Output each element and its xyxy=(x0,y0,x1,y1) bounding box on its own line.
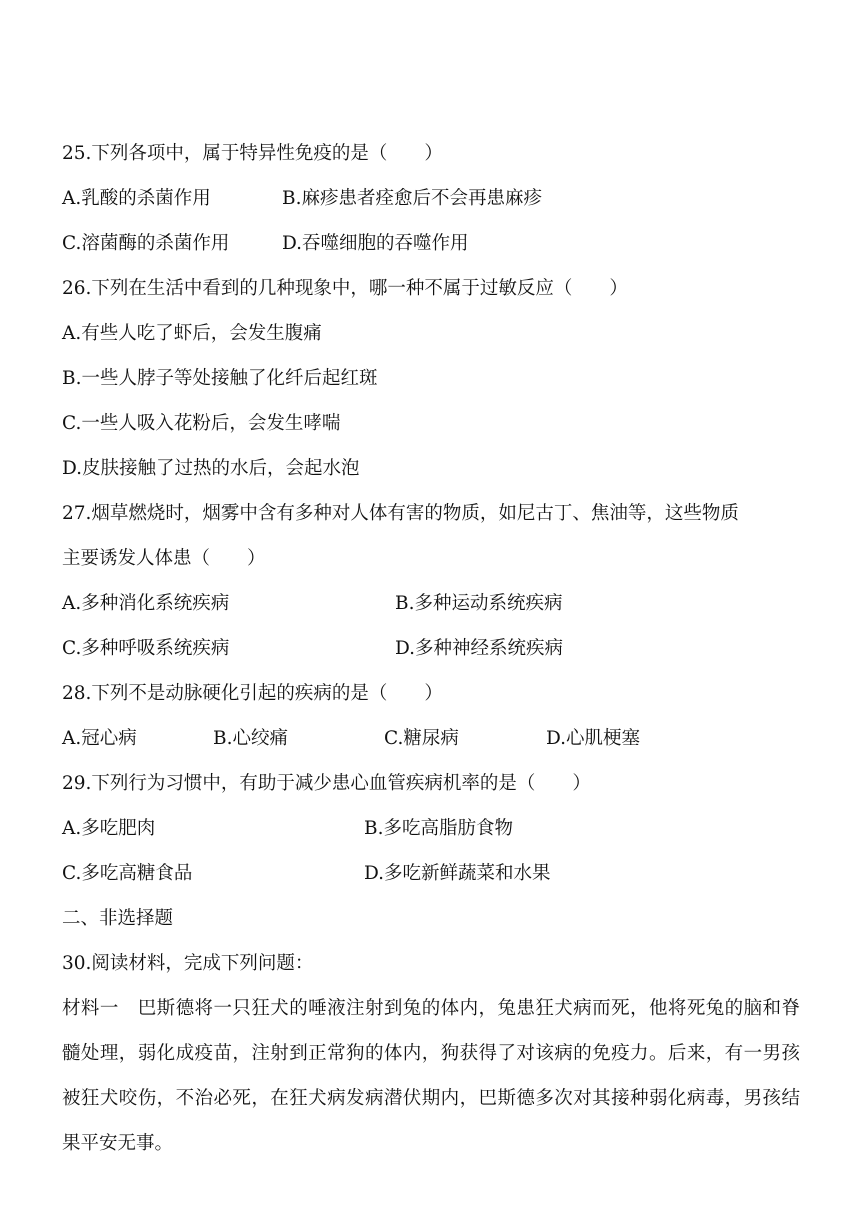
question-29-option-c: C.多吃高糖食品 xyxy=(62,863,193,884)
question-26-option-c: C.一些人吸入花粉后，会发生哮喘 xyxy=(62,413,341,434)
section-heading: 二、非选择题 xyxy=(62,908,174,929)
question-25-stem: 25.下列各项中，属于特异性免疫的是（ ） xyxy=(62,143,443,164)
question-29-option-d: D.多吃新鲜蔬菜和水果 xyxy=(364,863,551,884)
question-27-option-d: D.多种神经系统疾病 xyxy=(395,638,564,659)
question-28-option-a: A.冠心病 xyxy=(62,728,137,749)
question-29-option-b: B.多吃高脂肪食物 xyxy=(364,818,513,839)
question-26-stem: 26.下列在生活中看到的几种现象中，哪一种不属于过敏反应（ ） xyxy=(62,278,628,299)
question-26-option-b: B.一些人脖子等处接触了化纤后起红斑 xyxy=(62,368,378,389)
question-28-option-d: D.心肌梗塞 xyxy=(546,728,641,749)
question-30-stem: 30.阅读材料，完成下列问题： xyxy=(62,953,314,974)
question-27-stem-line-1: 27.烟草燃烧时，烟雾中含有多种对人体有害的物质，如尼古丁、焦油等，这些物质 xyxy=(62,503,739,524)
question-30-material-1: 材料一 巴斯德将一只狂犬的唾液注射到兔的体内，兔患狂犬病而死，他将死兔的脑和脊髓处理，弱化成疫苗，注射到正常狗的体内，狗获得了对该病的免疫力。后来，有一男孩被狂犬咬伤，不治必死，在狂犬病发病潜伏期内，巴斯德多次对其接种弱化病毒，男孩结果平安无事。 xyxy=(62,998,800,1154)
question-29-stem: 29.下列行为习惯中，有助于减少患心血管疾病机率的是（ ） xyxy=(62,773,591,794)
question-26-option-a: A.有些人吃了虾后，会发生腹痛 xyxy=(62,323,322,344)
question-25-option-c: C.溶菌酶的杀菌作用 xyxy=(62,233,230,254)
question-26-option-d: D.皮肤接触了过热的水后，会起水泡 xyxy=(62,458,360,479)
question-27-option-a: A.多种消化系统疾病 xyxy=(62,593,230,614)
question-29-option-a: A.多吃肥肉 xyxy=(62,818,156,839)
question-25-option-a: A.乳酸的杀菌作用 xyxy=(62,188,211,209)
question-27-option-c: C.多种呼吸系统疾病 xyxy=(62,638,230,659)
question-27-stem-line-2: 主要诱发人体患（ ） xyxy=(62,548,266,569)
question-25-option-b: B.麻疹患者痊愈后不会再患麻疹 xyxy=(282,188,542,209)
question-28-option-c: C.糖尿病 xyxy=(384,728,459,749)
question-25-option-d: D.吞噬细胞的吞噬作用 xyxy=(282,233,469,254)
question-28-stem: 28.下列不是动脉硬化引起的疾病的是（ ） xyxy=(62,683,443,704)
question-27-option-b: B.多种运动系统疾病 xyxy=(395,593,563,614)
question-28-option-b: B.心绞痛 xyxy=(213,728,288,749)
